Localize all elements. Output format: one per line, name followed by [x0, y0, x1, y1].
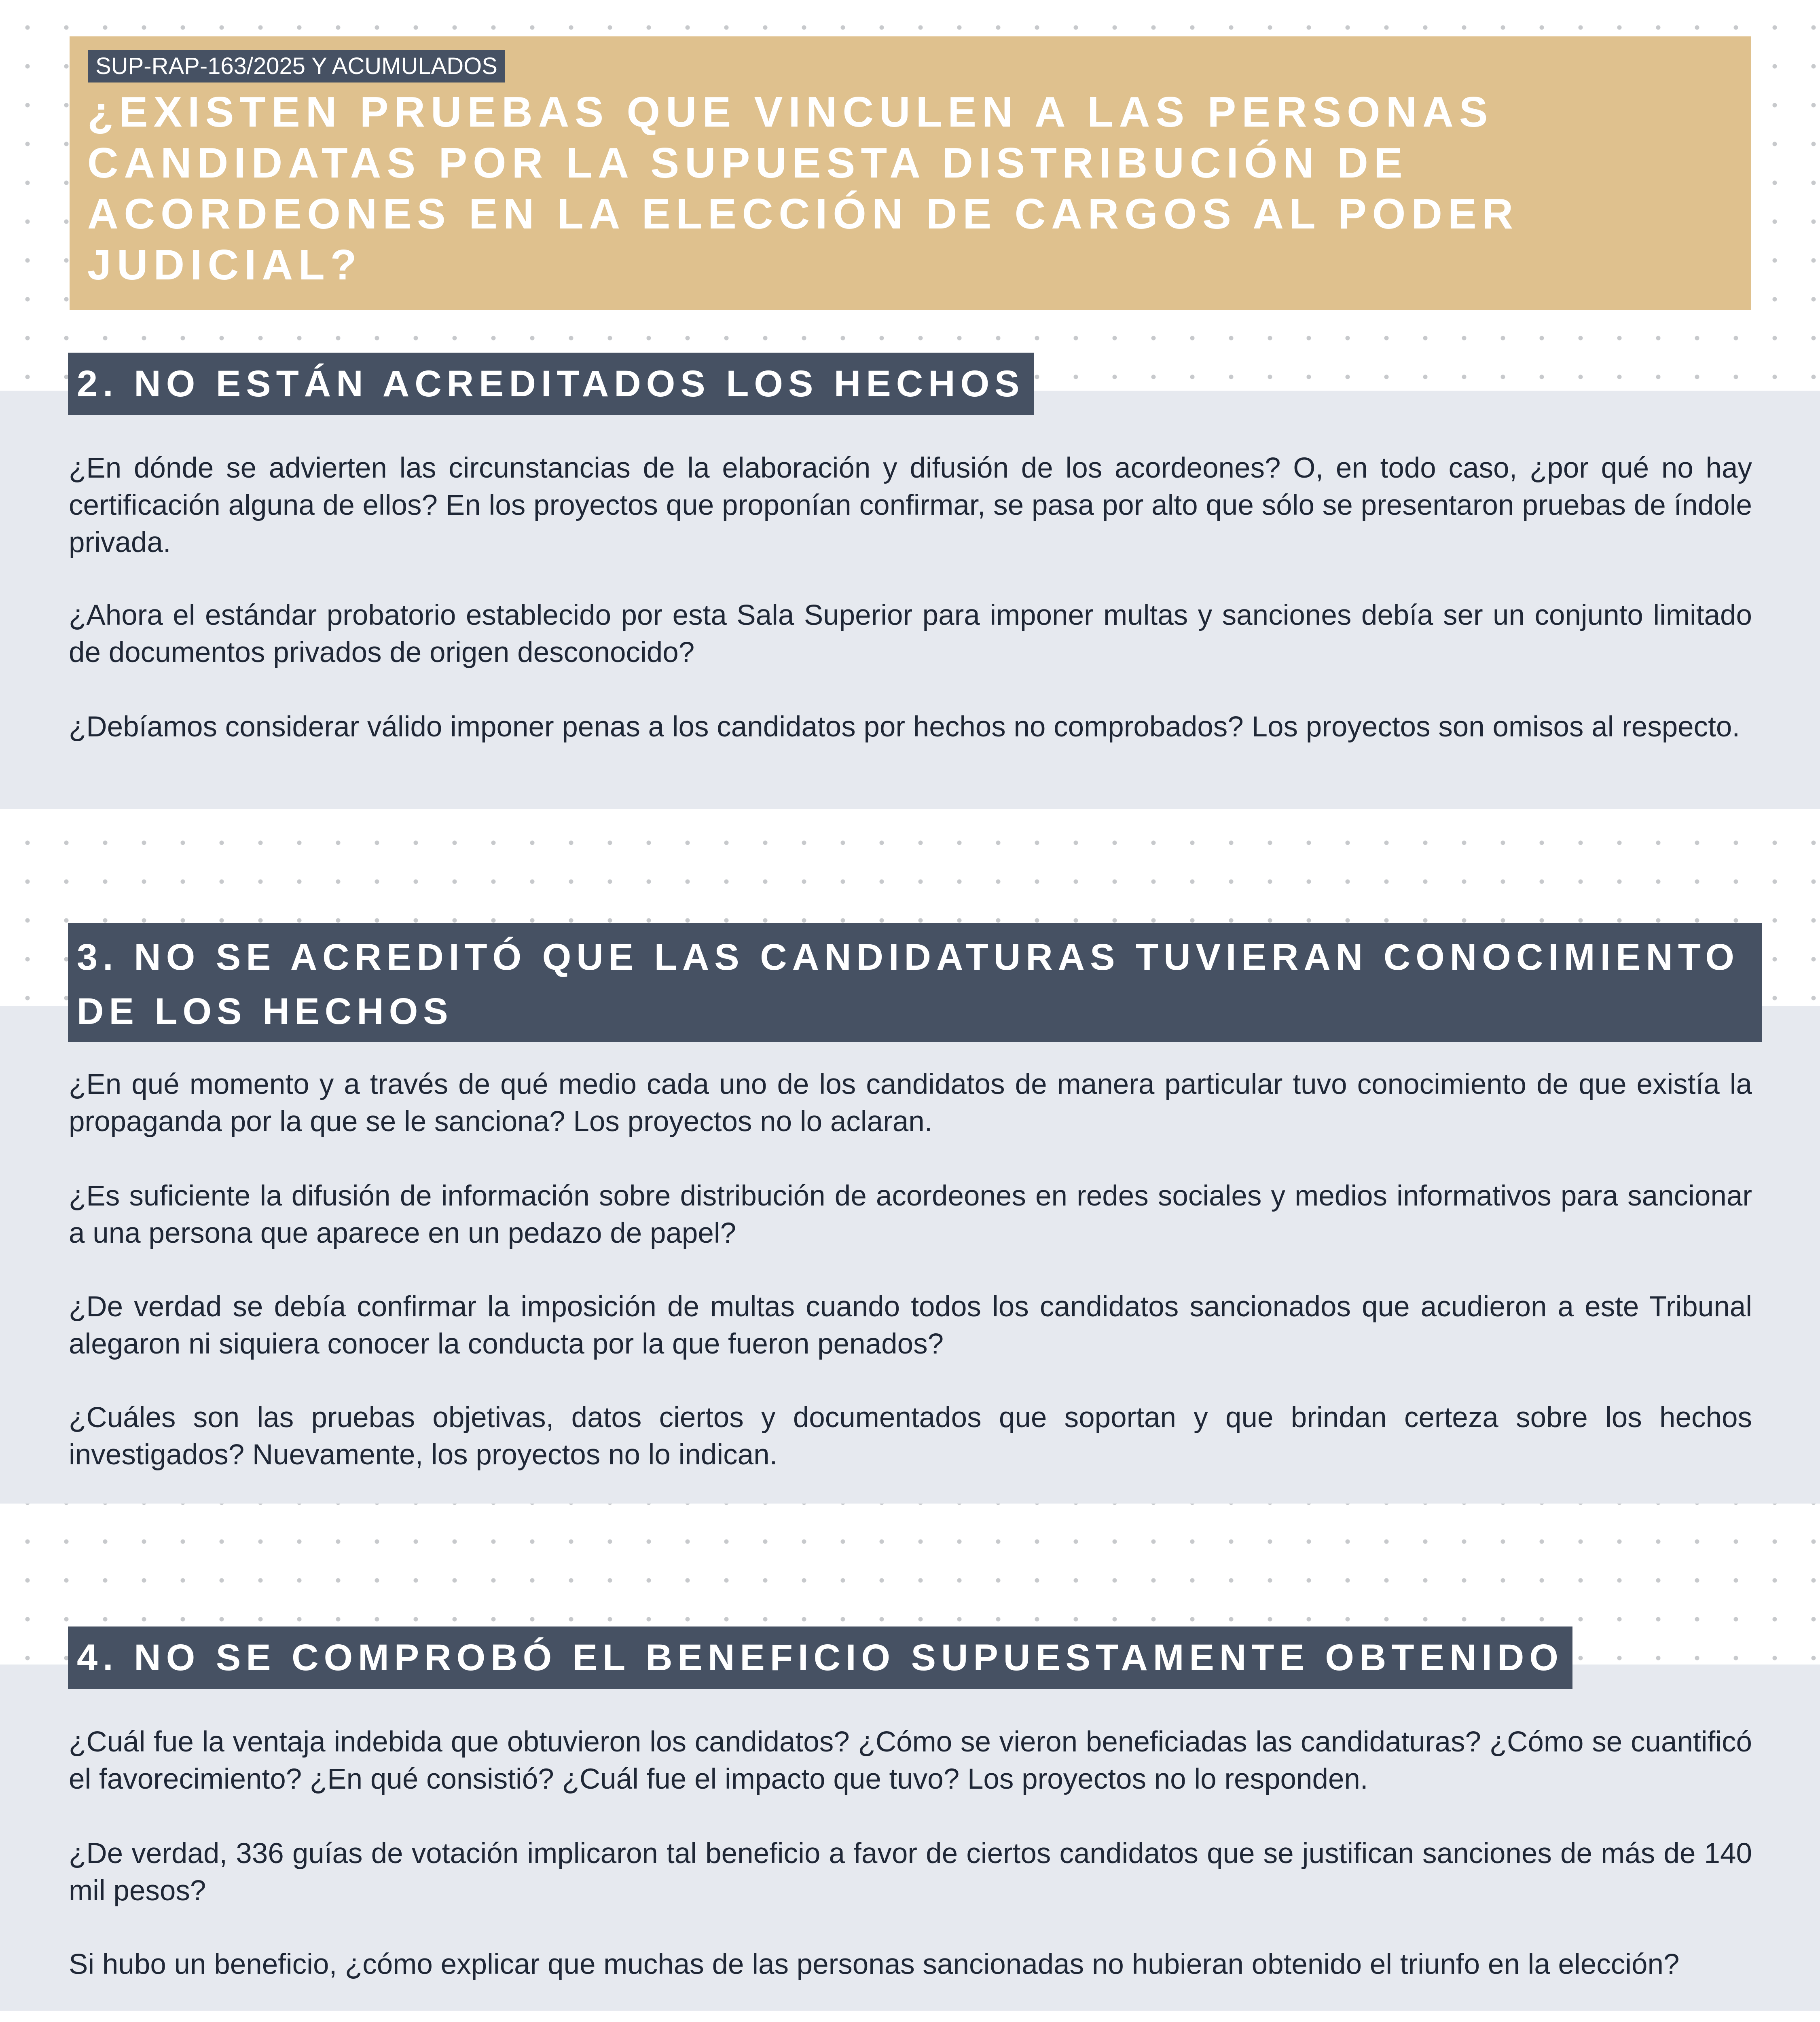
- section-2-paragraph-1: ¿En dónde se advierten las circunstancias de la elaboración y difusión de los acordeones? O, en todo caso, ¿por qué no hay certificación alguna de ellos? En los proyectos que proponían confirmar, se pasa por alto que sólo se presentaron pruebas de índole privada.: [69, 452, 1752, 558]
- header-banner: [70, 36, 1751, 310]
- section-4-paragraph-3: Si hubo un beneficio, ¿cómo explicar que muchas de las personas sancionadas no hubieran obtenido el triunfo en la elección?: [69, 1948, 1680, 1980]
- section-4-title: 4. NO SE COMPROBÓ EL BENEFICIO SUPUESTAMENTE OBTENIDO: [68, 1626, 1572, 1689]
- page-title: ¿EXISTEN PRUEBAS QUE VINCULEN A LAS PERSONAS CANDIDATAS POR LA SUPUESTA DISTRIBUCIÓN DE ACORDEONES EN LA ELECCIÓN DE CARGOS AL PODER JUDICIAL?: [87, 88, 1519, 289]
- section-3-paragraph-3: ¿De verdad se debía confirmar la imposición de multas cuando todos los candidatos sancionados que acudieron a este Tribunal alegaron ni siquiera conocer la conducta por la que fueron penados?: [69, 1291, 1752, 1360]
- section-3-paragraph-1: ¿En qué momento y a través de qué medio cada uno de los candidatos de manera particular tuvo conocimiento de que existía la propaganda por la que se le sanciona? Los proyectos no lo aclaran.: [69, 1068, 1752, 1138]
- section-4-paragraph-1: ¿Cuál fue la ventaja indebida que obtuvieron los candidatos? ¿Cómo se vieron beneficiadas las candidaturas? ¿Cómo se cuantificó el favorecimiento? ¿En qué consistió? ¿Cuál fue el impacto que tuvo? Los proyectos no lo responden.: [69, 1726, 1752, 1795]
- section-3-title: [68, 923, 1762, 1042]
- section-2-paragraph-3: ¿Debíamos considerar válido imponer penas a los candidatos por hechos no comprobados? Los proyectos son omisos al respecto.: [69, 711, 1740, 743]
- section-3-title-line-1: 3. NO SE ACREDITÓ QUE LAS CANDIDATURAS TUVIERAN CONOCIMIENTO: [77, 937, 1740, 978]
- section-2-paragraph-2: ¿Ahora el estándar probatorio establecido por esta Sala Superior para imponer multas y sanciones debía ser un conjunto limitado de documentos privados de origen desconocido?: [69, 599, 1752, 668]
- section-3-title-line-2: DE LOS HECHOS: [77, 991, 453, 1032]
- section-3-paragraph-2: ¿Es suficiente la difusión de información sobre distribución de acordeones en redes sociales y medios informativos para sancionar a una persona que aparece en un pedazo de papel?: [69, 1180, 1752, 1249]
- case-number-tag: SUP-RAP-163/2025 Y ACUMULADOS: [88, 50, 505, 82]
- section-2-title: 2. NO ESTÁN ACREDITADOS LOS HECHOS: [68, 353, 1034, 415]
- section-4-paragraph-2: ¿De verdad, 336 guías de votación implicaron tal beneficio a favor de ciertos candidatos que se justifican sanciones de más de 140 mil pesos?: [69, 1838, 1752, 1907]
- section-3-paragraph-4: ¿Cuáles son las pruebas objetivas, datos ciertos y documentados que soportan y que brindan certeza sobre los hechos investigados? Nuevamente, los proyectos no lo indican.: [69, 1402, 1752, 1471]
